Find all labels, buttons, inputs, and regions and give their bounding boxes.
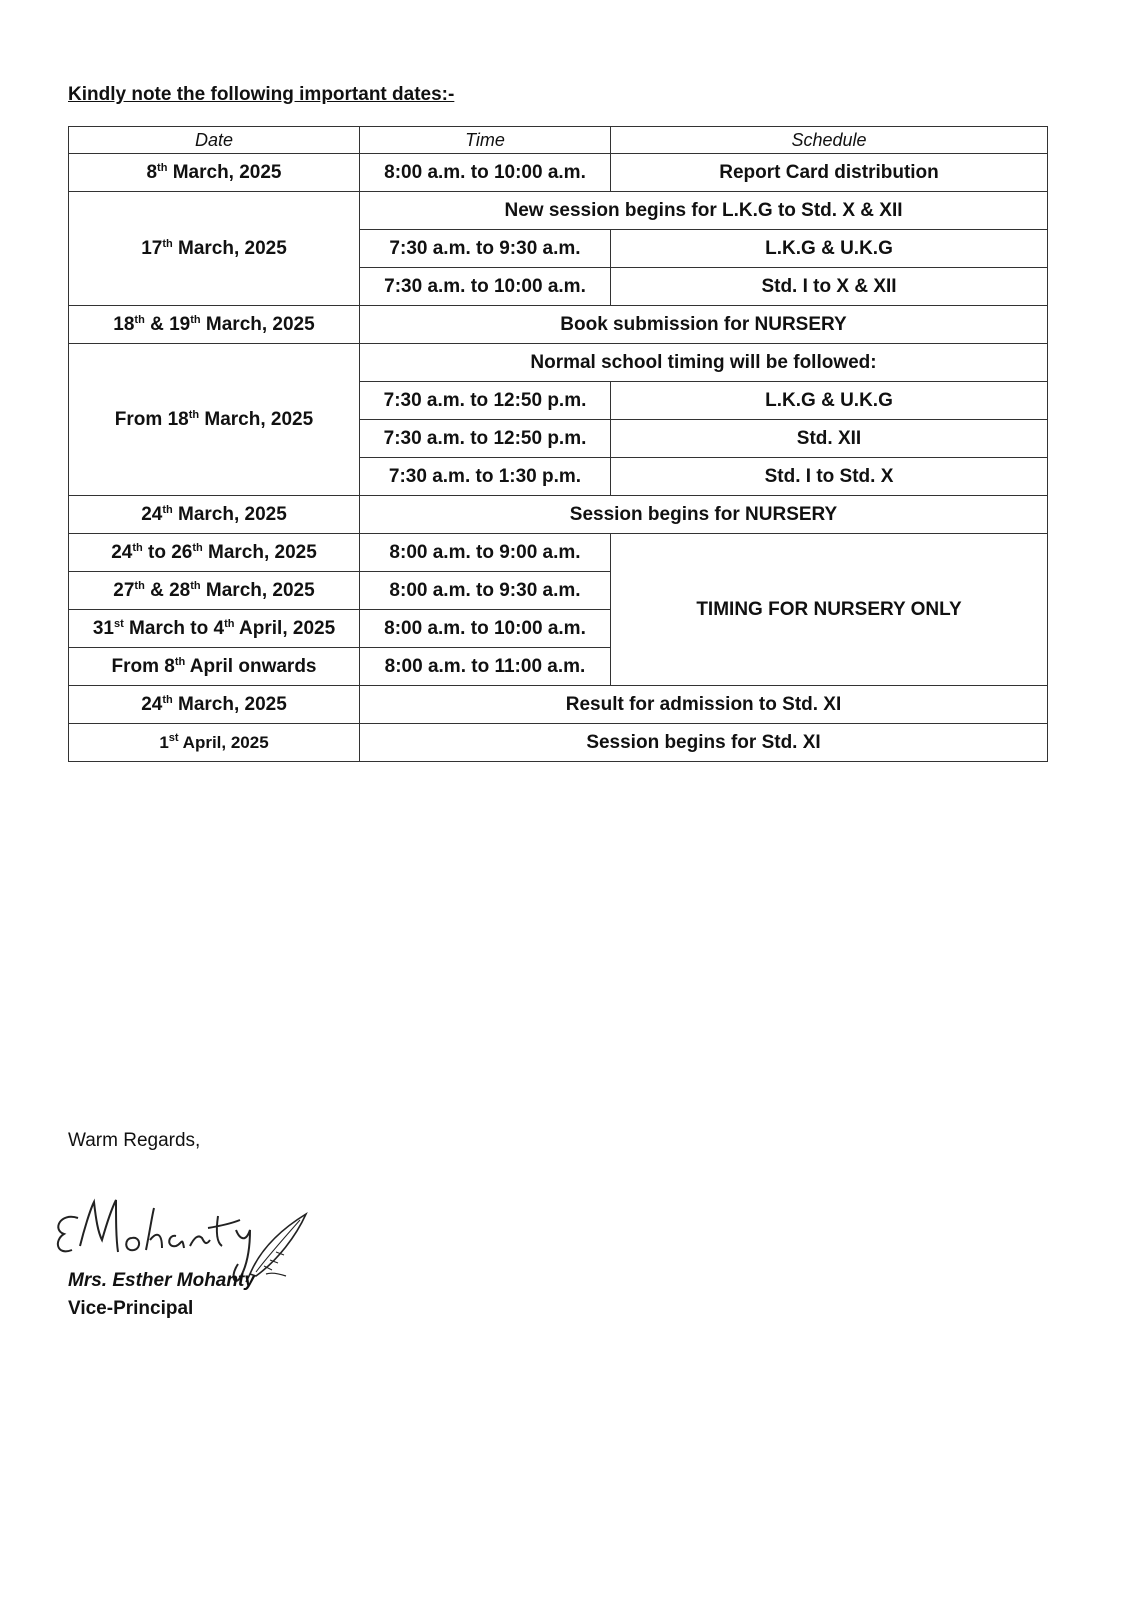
schedule-cell: Report Card distribution bbox=[611, 154, 1048, 192]
date-cell: From 18th March, 2025 bbox=[69, 344, 360, 496]
table-row bbox=[69, 192, 1048, 230]
schedule-cell: L.K.G & U.K.G bbox=[611, 382, 1048, 420]
date-cell: 17th March, 2025 bbox=[69, 192, 360, 306]
time-cell: 7:30 a.m. to 9:30 a.m. bbox=[360, 230, 611, 268]
table-row bbox=[69, 496, 1048, 534]
time-cell: 7:30 a.m. to 10:00 a.m. bbox=[360, 268, 611, 306]
time-cell: 8:00 a.m. to 9:00 a.m. bbox=[360, 534, 611, 572]
date-cell: From 8th April onwards bbox=[69, 648, 360, 686]
schedule-cell: Std. I to X & XII bbox=[611, 268, 1048, 306]
table-row bbox=[69, 306, 1048, 344]
date-cell: 18th & 19th March, 2025 bbox=[69, 306, 360, 344]
time-cell: 7:30 a.m. to 12:50 p.m. bbox=[360, 420, 611, 458]
date-cell: 24th March, 2025 bbox=[69, 686, 360, 724]
time-cell: 7:30 a.m. to 1:30 p.m. bbox=[360, 458, 611, 496]
closing-text: Warm Regards, bbox=[68, 1130, 201, 1151]
time-cell: 8:00 a.m. to 9:30 a.m. bbox=[360, 572, 611, 610]
span-cell: Normal school timing will be followed: bbox=[360, 344, 1048, 382]
schedule-cell: Std. I to Std. X bbox=[611, 458, 1048, 496]
nursery-schedule-cell: TIMING FOR NURSERY ONLY bbox=[611, 534, 1048, 686]
table-row bbox=[69, 344, 1048, 382]
table-header-row bbox=[69, 127, 1048, 154]
span-cell: New session begins for L.K.G to Std. X & XII bbox=[360, 192, 1048, 230]
time-cell: 8:00 a.m. to 10:00 a.m. bbox=[360, 154, 611, 192]
span-cell: Session begins for NURSERY bbox=[360, 496, 1048, 534]
date-cell: 8th March, 2025 bbox=[69, 154, 360, 192]
important-dates-table bbox=[68, 126, 1048, 762]
date-cell: 24th March, 2025 bbox=[69, 496, 360, 534]
signatory-name: Mrs. Esther Mohanty bbox=[68, 1270, 255, 1291]
table-row bbox=[69, 724, 1048, 762]
date-cell: 31st March to 4th April, 2025 bbox=[69, 610, 360, 648]
time-cell: 7:30 a.m. to 12:50 p.m. bbox=[360, 382, 611, 420]
span-cell: Result for admission to Std. XI bbox=[360, 686, 1048, 724]
header-time: Time bbox=[360, 127, 611, 154]
schedule-cell: L.K.G & U.K.G bbox=[611, 230, 1048, 268]
date-cell: 1st April, 2025 bbox=[69, 724, 360, 762]
span-cell: Book submission for NURSERY bbox=[360, 306, 1048, 344]
header-date: Date bbox=[69, 127, 360, 154]
signatory-role: Vice-Principal bbox=[68, 1298, 194, 1319]
span-cell: Session begins for Std. XI bbox=[360, 724, 1048, 762]
header-schedule: Schedule bbox=[611, 127, 1048, 154]
table-row bbox=[69, 534, 1048, 572]
schedule-cell: Std. XII bbox=[611, 420, 1048, 458]
page-heading: Kindly note the following important dates:- bbox=[68, 84, 455, 105]
time-cell: 8:00 a.m. to 11:00 a.m. bbox=[360, 648, 611, 686]
date-cell: 24th to 26th March, 2025 bbox=[69, 534, 360, 572]
date-cell: 27th & 28th March, 2025 bbox=[69, 572, 360, 610]
table-row bbox=[69, 154, 1048, 192]
table-row bbox=[69, 686, 1048, 724]
time-cell: 8:00 a.m. to 10:00 a.m. bbox=[360, 610, 611, 648]
